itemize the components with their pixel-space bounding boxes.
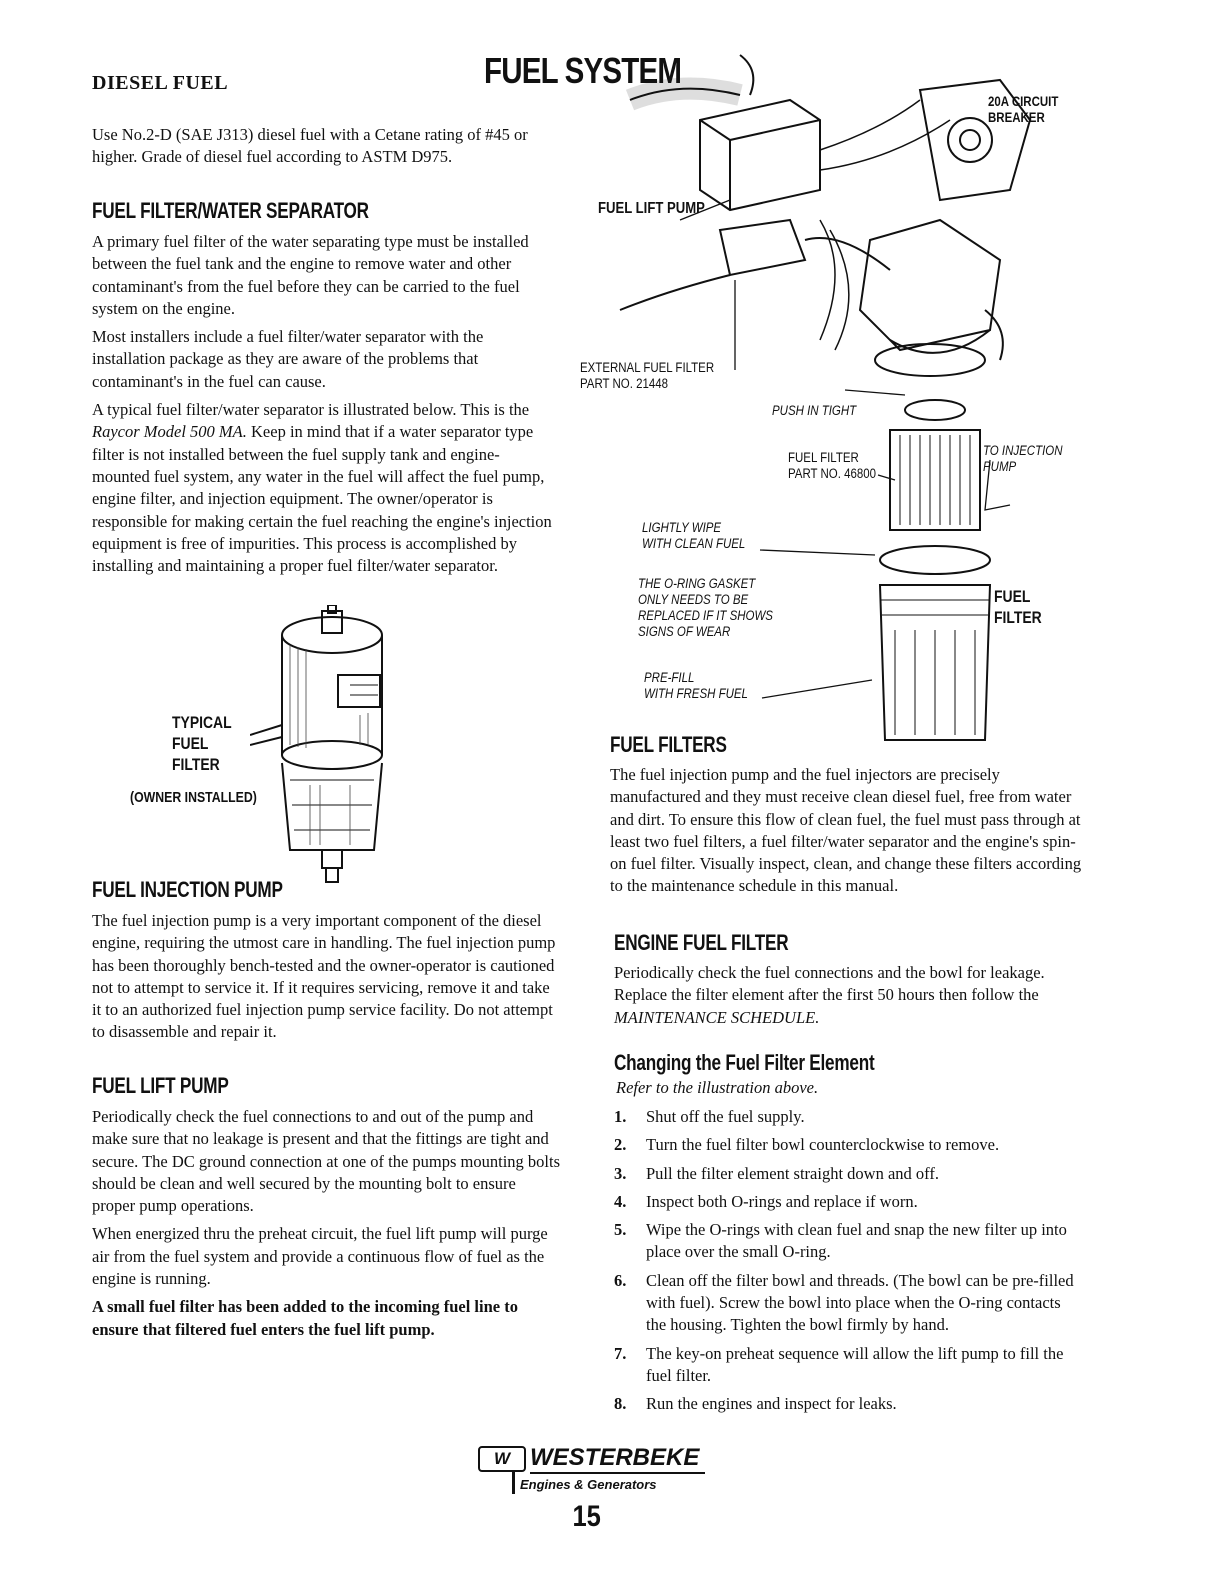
diesel-fuel-text: Use No.2-D (SAE J313) diesel fuel with a Cetane rating of #45 or higher. Grade of diesel fuel according to ASTM D975. [92,125,528,167]
fuel-filters-body: The fuel injection pump and the fuel injectors are precisely manufactured and they must receive clean diesel fuel, free from water and dirt. To ensure this flow of clean fuel, the fuel must pass through at least two fuel filters, a fuel filter/water separator and the engine's spin-on fuel filter. Visually inspect, clean, and change these filters according to the maintenance schedule in this manual. [610,765,1082,896]
lift-pump-body: Periodically check the fuel connections to and out of the pump and make sure that no leakage is present and that the fittings are tight and secure. The DC ground connection at one of the pumps mounting bolts should be clean and well secured by the mounting bolt to ensure proper pump operations. When energized thru the preheat circuit, the fuel lift pump will purge air from the fuel system and provide a continuous flow of fuel as the engine is running. A small fuel filter has been added to the incoming fuel line to ensure that filtered fuel enters the fuel lift pump. [92,1107,561,1339]
oring-note-label: THE O-RING GASKET ONLY NEEDS TO BE REPLACED IF IT SHOWS SIGNS OF WEAR [638,576,773,639]
fuel-lift-pump-label: FUEL LIFT PUMP [598,200,705,217]
changing-heading: Changing the Fuel Filter Element [614,1050,875,1075]
page-title: FUEL SYSTEM [484,50,682,91]
typical-filter-label: TYPICAL FUEL FILTER [172,713,232,774]
step-item: 3. Pull the filter element straight down and off. [614,1163,939,1183]
filter-separator-body: A primary fuel filter of the water separating type must be installed between the fuel tank and the engine to remove water and other contaminant's from the fuel before they can be carried to the fuel system on the engine. Most installers include a fuel filter/water separator with the installation package as they are aware of the problems that contaminant's in the fuel can cause. A typical fuel filter/water separator is illustrated below. This is the Raycor Model 500 MA. Keep in mind that if a water separator type filter is not installed between the fuel supply tank and engine-mounted fuel system, any water in the fuel will affect the fuel pump, engine filter, and injection equipment. The owner/operator is responsible for making certain the fuel reaching the engine's injection equipment is free of impurities. This process is accomplished by installing and maintaining a proper fuel filter/water separator. [92,232,552,576]
diesel-fuel-heading: DIESEL FUEL [92,72,229,94]
fuel-filter-part-label: FUEL FILTER PART NO. 46800 [788,450,877,481]
filter-separator-heading: FUEL FILTER/WATER SEPARATOR [92,198,369,223]
lift-pump-heading: FUEL LIFT PUMP [92,1073,229,1098]
logo-name: WESTERBEKE [530,1444,700,1471]
step-item: 4. Inspect both O-rings and replace if worn. [614,1191,918,1211]
prefill-label: PRE-FILL WITH FRESH FUEL [644,670,748,701]
step-item: 6. Clean off the filter bowl and threads. (The bowl can be pre-filled with fuel). Screw the bowl into place when the O-ring contacts the housing. Tighten the bowl firmly by hand. [614,1270,1074,1335]
fuel-filter-big-label: FUEL FILTER [994,587,1042,627]
step-item: 5. Wipe the O-rings with clean fuel and snap the new filter up into place over the small O-ring. [614,1220,1067,1262]
engine-filter-body: Periodically check the fuel connections and the bowl for leakage. Replace the filter element after the first 50 hours then follow the MAINTENANCE SCHEDULE. [614,963,1045,1027]
water-separator-illustration [250,605,420,895]
engine-filter-heading: ENGINE FUEL FILTER [614,930,789,955]
westerbeke-logo [478,1446,708,1496]
fuel-system-diagram [590,40,1070,760]
logo-mark-icon: W [478,1446,526,1472]
step-item: 7. The key-on preheat sequence will allow the lift pump to fill the fuel filter. [614,1343,1064,1385]
push-in-tight-label: PUSH IN TIGHT [772,403,857,418]
step-item: 8. Run the engines and inspect for leaks. [614,1394,897,1414]
to-injection-pump-label: TO INJECTION PUMP [983,443,1063,474]
changing-subhead: Refer to the illustration above. [616,1078,819,1097]
step-item: 1. Shut off the fuel supply. [614,1107,805,1126]
lightly-wipe-label: LIGHTLY WIPE WITH CLEAN FUEL [642,520,746,551]
circuit-breaker-label: 20A CIRCUIT BREAKER [988,94,1059,125]
owner-installed-note: (OWNER INSTALLED) [130,789,257,806]
fuel-filters-heading: FUEL FILTERS [610,732,727,757]
step-item: 2. Turn the fuel filter bowl counterclockwise to remove. [614,1135,1000,1155]
page-number: 15 [572,1500,601,1533]
logo-tagline: Engines & Generators [520,1477,657,1492]
injection-pump-body: The fuel injection pump is a very important component of the diesel engine, requiring the utmost care in handling. The fuel injection pump has been thoroughly bench-tested and the owner-operator is cautioned not to attempt to service it. If it requires servicing, remove it and take it to an authorized fuel injection pump service facility. Do not attempt to disassemble and repair it. [92,911,556,1042]
external-filter-label: EXTERNAL FUEL FILTER PART NO. 21448 [580,360,715,391]
injection-pump-heading: FUEL INJECTION PUMP [92,877,283,902]
steps-list [614,1106,1080,1422]
